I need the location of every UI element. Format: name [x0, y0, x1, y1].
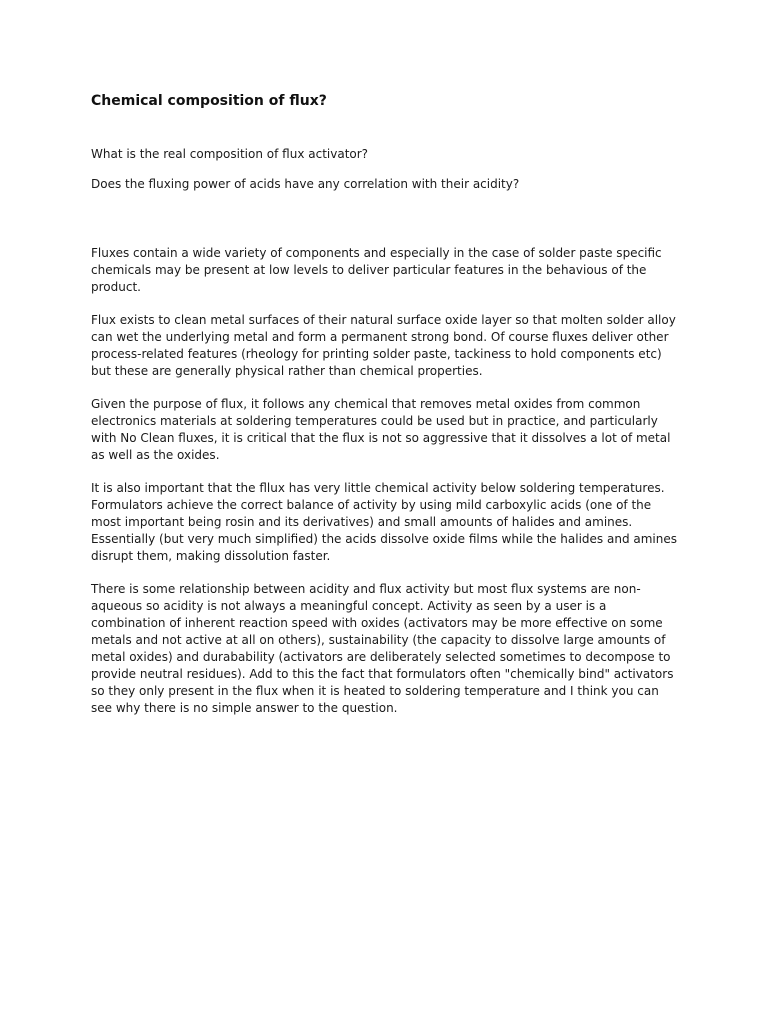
paragraph-3: Given the purpose of flux, it follows any chemical that removes metal oxides from common electronics materials at soldering temperatures could be used but in practice, and particularly with No Clean fluxes, it is critical that the flux is not so aggressive that it dissolves a lot of metal as well as the oxides.	[91, 397, 671, 462]
paragraph-2: Flux exists to clean metal surfaces of their natural surface oxide layer so that molten solder alloy can wet the underlying metal and form a permanent strong bond. Of course fluxes deliver other process-related features (rheology for printing solder paste, tackiness to hold components etc) but these are generally physical rather than chemical properties.	[91, 313, 676, 378]
paragraph-5: There is some relationship between acidity and flux activity but most flux systems are non-aqueous so acidity is not always a meaningful concept. Activity as seen by a user is a combination of inherent reaction speed with oxides (activators may be more effective on some metals and not active at all on others), sustainability (the capacity to dissolve large amounts of metal oxides) and durabability (activators are deliberately selected sometimes to decompose to provide neutral residues). Add to this the fact that formulators often "chemically bind" activators so they only present in the flux when it is heated to soldering temperature and I think you can see why there is no simple answer to the question.	[91, 582, 674, 715]
question-1: What is the real composition of flux activator?	[91, 147, 369, 161]
document-title: Chemical composition of flux?	[91, 93, 327, 109]
paragraph-1: Fluxes contain a wide variety of components and especially in the case of solder paste specific chemicals may be present at low levels to deliver particular features in the behavious of the product.	[91, 246, 662, 294]
document-body	[91, 92, 681, 717]
paragraph-4: It is also important that the fllux has very little chemical activity below soldering temperatures. Formulators achieve the correct balance of activity by using mild carboxylic acids (one of the most important being rosin and its derivatives) and small amounts of halides and amines. Essentially (but very much simplified) the acids dissolve oxide films while the halides and amines disrupt them, making dissolution faster.	[91, 481, 678, 563]
question-2: Does the fluxing power of acids have any correlation with their acidity?	[91, 177, 520, 191]
